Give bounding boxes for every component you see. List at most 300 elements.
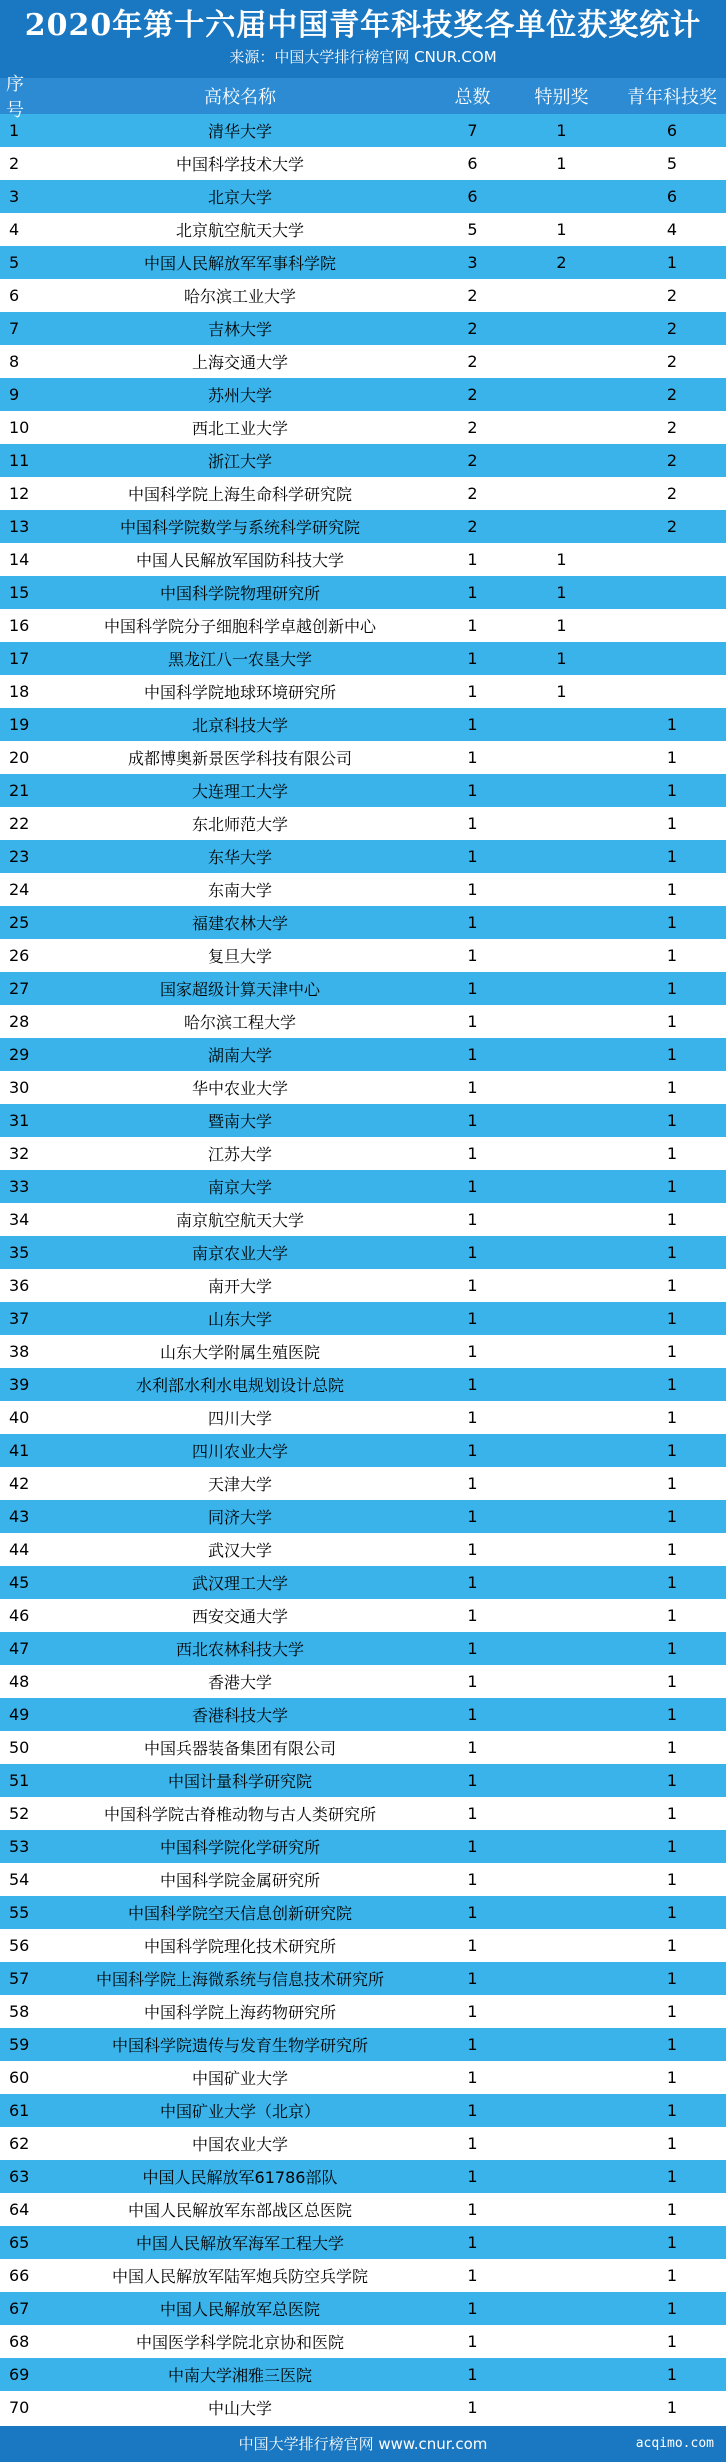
cell-name: 中国人民解放军军事科学院 — [143, 254, 336, 273]
cell-special: 1 — [556, 550, 567, 569]
cell-total: 1 — [467, 1540, 478, 1559]
cell-name: 南京农业大学 — [191, 1244, 288, 1263]
cell-name: 中国矿业大学 — [191, 2069, 288, 2088]
cell-youth: 2 — [666, 385, 678, 404]
cell-index: 46 — [9, 1606, 30, 1625]
cell-total: 1 — [467, 649, 478, 668]
cell-total: 5 — [467, 220, 478, 239]
cell-name: 北京科技大学 — [191, 716, 288, 735]
cell-youth: 2 — [666, 484, 678, 503]
cell-index: 12 — [9, 484, 30, 503]
cell-special: 1 — [556, 682, 567, 701]
cell-index: 44 — [9, 1540, 30, 1559]
cell-name: 复旦大学 — [207, 947, 272, 966]
table-row — [0, 312, 726, 345]
cell-name: 南京大学 — [207, 1178, 272, 1197]
cell-name: 水利部水利水电规划设计总院 — [135, 1376, 344, 1395]
table-row — [0, 1698, 726, 1731]
cell-total: 2 — [467, 352, 478, 371]
cell-special: 1 — [556, 649, 567, 668]
table-row — [0, 180, 726, 213]
col-header-youth: 青年科技奖 — [627, 87, 717, 108]
cell-name: 哈尔滨工业大学 — [183, 287, 296, 306]
cell-youth: 1 — [666, 1375, 678, 1394]
table-row — [0, 609, 726, 642]
table-row — [0, 2391, 726, 2424]
cell-index: 34 — [9, 1210, 30, 1229]
cell-youth: 1 — [666, 1474, 678, 1493]
table-row — [0, 1203, 726, 1236]
table-row — [0, 378, 726, 411]
page-title: 2020年第十六届中国青年科技奖各单位获奖统计 — [24, 8, 702, 43]
cell-index: 50 — [9, 1738, 30, 1757]
cell-index: 16 — [9, 616, 30, 635]
table-row — [0, 2127, 726, 2160]
cell-total: 1 — [467, 1441, 478, 1460]
cell-total: 1 — [467, 715, 478, 734]
table-row — [0, 1995, 726, 2028]
cell-name: 中国兵器装备集团有限公司 — [143, 1739, 336, 1758]
table-row — [0, 708, 726, 741]
cell-name: 北京航空航天大学 — [175, 221, 304, 240]
cell-total: 1 — [467, 1144, 478, 1163]
cell-index: 15 — [9, 583, 30, 602]
cell-total: 1 — [467, 1111, 478, 1130]
cell-total: 1 — [467, 1045, 478, 1064]
cell-index: 42 — [9, 1474, 30, 1493]
table-row — [0, 906, 726, 939]
cell-special: 2 — [556, 253, 567, 272]
cell-index: 65 — [9, 2233, 30, 2252]
table-row — [0, 1929, 726, 1962]
cell-index: 67 — [9, 2299, 30, 2318]
cell-index: 24 — [9, 880, 30, 899]
cell-youth: 1 — [666, 1111, 678, 1130]
cell-index: 39 — [9, 1375, 30, 1394]
cell-youth: 1 — [666, 2035, 678, 2054]
table-row — [0, 1137, 726, 1170]
table-row — [0, 345, 726, 378]
cell-total: 1 — [467, 616, 478, 635]
cell-youth: 1 — [666, 2068, 678, 2087]
cell-youth: 1 — [666, 1309, 678, 1328]
table-row — [0, 213, 726, 246]
table-row — [0, 477, 726, 510]
cell-total: 1 — [467, 1474, 478, 1493]
cell-index: 19 — [9, 715, 30, 734]
cell-special: 1 — [556, 583, 567, 602]
cell-total: 1 — [467, 2200, 478, 2219]
cell-youth: 1 — [666, 1507, 678, 1526]
cell-index: 49 — [9, 1705, 30, 1724]
cell-name: 北京大学 — [207, 188, 272, 207]
table-row — [0, 1170, 726, 1203]
table-row — [0, 1896, 726, 1929]
table-row — [0, 741, 726, 774]
cell-youth: 1 — [666, 1870, 678, 1889]
table-row — [0, 1401, 726, 1434]
cell-name: 香港科技大学 — [191, 1706, 288, 1725]
cell-name: 江苏大学 — [207, 1145, 272, 1164]
cell-index: 47 — [9, 1639, 30, 1658]
cell-index: 68 — [9, 2332, 30, 2351]
cell-youth: 2 — [666, 319, 678, 338]
table-row — [0, 2325, 726, 2358]
table-row — [0, 1533, 726, 1566]
cell-total: 1 — [467, 1342, 478, 1361]
cell-name: 中国人民解放军61786部队 — [142, 2168, 338, 2187]
cell-special: 1 — [556, 121, 567, 140]
cell-youth: 1 — [666, 913, 678, 932]
cell-name: 中国人民解放军海军工程大学 — [135, 2234, 344, 2253]
cell-total: 1 — [467, 1573, 478, 1592]
cell-index: 70 — [9, 2398, 30, 2417]
cell-total: 1 — [467, 1936, 478, 1955]
cell-youth: 1 — [666, 814, 678, 833]
table-row — [0, 1335, 726, 1368]
table-row — [0, 2160, 726, 2193]
cell-total: 2 — [467, 418, 478, 437]
cell-special: 1 — [556, 154, 567, 173]
table-row — [0, 1731, 726, 1764]
cell-index: 27 — [9, 979, 30, 998]
footer-text: 中国大学排行榜官网 www.cnur.com — [238, 2435, 488, 2453]
cell-youth: 2 — [666, 352, 678, 371]
cell-youth: 1 — [666, 1837, 678, 1856]
cell-name: 香港大学 — [207, 1673, 272, 1692]
cell-total: 1 — [467, 2035, 478, 2054]
table-row — [0, 873, 726, 906]
cell-name: 中国医学科学院北京协和医院 — [135, 2333, 344, 2352]
cell-total: 1 — [467, 2002, 478, 2021]
cell-total: 1 — [467, 1672, 478, 1691]
cell-total: 1 — [467, 1705, 478, 1724]
table-row — [0, 1071, 726, 1104]
cell-index: 22 — [9, 814, 30, 833]
cell-index: 10 — [9, 418, 30, 437]
cell-youth: 1 — [666, 2167, 678, 2186]
cell-index: 69 — [9, 2365, 30, 2384]
cell-index: 13 — [9, 517, 30, 536]
cell-name: 南开大学 — [207, 1277, 272, 1296]
cell-youth: 1 — [666, 253, 678, 272]
table-row — [0, 840, 726, 873]
cell-name: 中国科学院遗传与发育生物学研究所 — [111, 2036, 368, 2055]
table-body — [0, 114, 726, 2424]
cell-index: 23 — [9, 847, 30, 866]
cell-name: 中国科学院理化技术研究所 — [143, 1937, 336, 1956]
cell-total: 1 — [467, 880, 478, 899]
cell-total: 1 — [467, 1408, 478, 1427]
cell-special: 1 — [556, 616, 567, 635]
source-note: 来源：中国大学排行榜官网 CNUR.COM — [229, 48, 497, 66]
cell-total: 1 — [467, 781, 478, 800]
cell-name: 中国人民解放军总医院 — [159, 2300, 320, 2319]
cell-name: 武汉理工大学 — [191, 1574, 288, 1593]
table-row — [0, 1632, 726, 1665]
cell-index: 43 — [9, 1507, 30, 1526]
cell-name: 中国人民解放军国防科技大学 — [135, 551, 344, 570]
cell-name: 中国科学院分子细胞科学卓越创新中心 — [103, 617, 376, 636]
cell-index: 30 — [9, 1078, 30, 1097]
cell-index: 38 — [9, 1342, 30, 1361]
cell-name: 天津大学 — [207, 1475, 272, 1494]
cell-index: 35 — [9, 1243, 30, 1262]
cell-index: 14 — [9, 550, 30, 569]
cell-name: 中国科学技术大学 — [175, 155, 304, 174]
cell-index: 11 — [9, 451, 30, 470]
cell-total: 2 — [467, 484, 478, 503]
cell-index: 5 — [9, 253, 20, 272]
cell-name: 成都博奥新景医学科技有限公司 — [127, 749, 352, 768]
col-header-name: 高校名称 — [204, 87, 276, 108]
cell-total: 1 — [467, 1804, 478, 1823]
cell-name: 武汉大学 — [207, 1541, 272, 1560]
cell-youth: 1 — [666, 2398, 678, 2417]
cell-name: 中国科学院地球环境研究所 — [143, 683, 336, 702]
cell-name: 上海交通大学 — [191, 353, 288, 372]
cell-youth: 1 — [666, 2266, 678, 2285]
cell-youth: 5 — [666, 154, 678, 173]
table-row — [0, 1863, 726, 1896]
table-row — [0, 675, 726, 708]
cell-youth: 1 — [666, 1012, 678, 1031]
page-header — [0, 0, 726, 78]
cell-youth: 1 — [666, 2101, 678, 2120]
cell-index: 32 — [9, 1144, 30, 1163]
cell-youth: 1 — [666, 1045, 678, 1064]
table-row — [0, 147, 726, 180]
cell-name: 黑龙江八一农垦大学 — [167, 650, 312, 669]
cell-youth: 1 — [666, 1969, 678, 1988]
cell-name: 湖南大学 — [207, 1046, 272, 1065]
cell-total: 1 — [467, 1837, 478, 1856]
cell-youth: 1 — [666, 1639, 678, 1658]
cell-index: 20 — [9, 748, 30, 767]
cell-index: 33 — [9, 1177, 30, 1196]
cell-youth: 1 — [666, 2134, 678, 2153]
cell-name: 四川农业大学 — [191, 1442, 288, 1461]
cell-total: 1 — [467, 550, 478, 569]
cell-total: 1 — [467, 1309, 478, 1328]
cell-name: 苏州大学 — [207, 386, 272, 405]
table-row — [0, 1764, 726, 1797]
cell-total: 1 — [467, 2332, 478, 2351]
table-row — [0, 2259, 726, 2292]
table-row — [0, 1566, 726, 1599]
cell-total: 1 — [467, 2299, 478, 2318]
cell-index: 25 — [9, 913, 30, 932]
cell-index: 53 — [9, 1837, 30, 1856]
cell-name: 中国科学院空天信息创新研究院 — [127, 1904, 352, 1923]
table-row — [0, 1434, 726, 1467]
cell-youth: 1 — [666, 715, 678, 734]
watermark: acqimo.com — [635, 2436, 714, 2451]
cell-total: 1 — [467, 847, 478, 866]
table-row — [0, 1269, 726, 1302]
cell-youth: 1 — [666, 1804, 678, 1823]
table-row — [0, 642, 726, 675]
cell-index: 58 — [9, 2002, 30, 2021]
cell-name: 西安交通大学 — [191, 1607, 288, 1626]
cell-total: 2 — [467, 517, 478, 536]
table-row — [0, 1665, 726, 1698]
cell-total: 1 — [467, 979, 478, 998]
cell-name: 同济大学 — [207, 1508, 272, 1527]
table-row — [0, 2094, 726, 2127]
cell-total: 1 — [467, 1078, 478, 1097]
cell-youth: 1 — [666, 1672, 678, 1691]
cell-total: 1 — [467, 2233, 478, 2252]
cell-index: 51 — [9, 1771, 30, 1790]
cell-youth: 1 — [666, 1705, 678, 1724]
table-header — [0, 74, 726, 121]
cell-index: 55 — [9, 1903, 30, 1922]
cell-total: 7 — [467, 121, 478, 140]
cell-name: 中国计量科学研究院 — [167, 1772, 312, 1791]
cell-youth: 1 — [666, 1243, 678, 1262]
table-row — [0, 939, 726, 972]
cell-name: 中南大学湘雅三医院 — [167, 2366, 312, 2385]
cell-index: 62 — [9, 2134, 30, 2153]
cell-youth: 1 — [666, 2299, 678, 2318]
cell-youth: 1 — [666, 2365, 678, 2384]
cell-name: 哈尔滨工程大学 — [183, 1013, 296, 1032]
table-row — [0, 1368, 726, 1401]
cell-name: 中国科学院上海微系统与信息技术研究所 — [95, 1970, 384, 1989]
cell-total: 1 — [467, 1639, 478, 1658]
table-row — [0, 114, 726, 147]
table-row — [0, 279, 726, 312]
cell-index: 54 — [9, 1870, 30, 1889]
cell-index: 52 — [9, 1804, 30, 1823]
cell-name: 福建农林大学 — [191, 914, 288, 933]
cell-total: 1 — [467, 946, 478, 965]
cell-total: 1 — [467, 2134, 478, 2153]
cell-name: 中国科学院上海药物研究所 — [143, 2003, 336, 2022]
cell-index: 64 — [9, 2200, 30, 2219]
cell-name: 中国科学院金属研究所 — [159, 1871, 320, 1890]
cell-index: 21 — [9, 781, 30, 800]
cell-index: 9 — [9, 385, 20, 404]
cell-index: 4 — [9, 220, 20, 239]
cell-name: 中国科学院上海生命科学研究院 — [127, 485, 352, 504]
cell-index: 6 — [9, 286, 20, 305]
cell-name: 华中农业大学 — [191, 1079, 288, 1098]
cell-total: 1 — [467, 1969, 478, 1988]
cell-youth: 1 — [666, 1771, 678, 1790]
cell-index: 45 — [9, 1573, 30, 1592]
table-row — [0, 774, 726, 807]
cell-index: 2 — [9, 154, 20, 173]
cell-index: 29 — [9, 1045, 30, 1064]
cell-youth: 1 — [666, 748, 678, 767]
cell-name: 西北农林科技大学 — [175, 1640, 304, 1659]
table-row — [0, 444, 726, 477]
cell-index: 61 — [9, 2101, 30, 2120]
table-row — [0, 1302, 726, 1335]
cell-name: 山东大学附属生殖医院 — [159, 1343, 320, 1362]
table-row — [0, 2028, 726, 2061]
cell-name: 国家超级计算天津中心 — [159, 980, 320, 999]
cell-index: 8 — [9, 352, 20, 371]
cell-youth: 1 — [666, 946, 678, 965]
cell-youth: 1 — [666, 1738, 678, 1757]
cell-total: 1 — [467, 913, 478, 932]
cell-index: 37 — [9, 1309, 30, 1328]
cell-total: 1 — [467, 814, 478, 833]
cell-youth: 1 — [666, 1276, 678, 1295]
cell-total: 1 — [467, 2398, 478, 2417]
cell-youth: 6 — [666, 121, 678, 140]
cell-total: 1 — [467, 2101, 478, 2120]
table-row — [0, 2193, 726, 2226]
cell-total: 1 — [467, 2068, 478, 2087]
cell-name: 山东大学 — [207, 1310, 272, 1329]
cell-total: 1 — [467, 1243, 478, 1262]
col-header-total: 总数 — [454, 87, 491, 108]
table-row — [0, 807, 726, 840]
cell-name: 中国科学院数学与系统科学研究院 — [119, 518, 360, 537]
table-row — [0, 576, 726, 609]
cell-index: 66 — [9, 2266, 30, 2285]
cell-youth: 1 — [666, 781, 678, 800]
cell-total: 1 — [467, 1771, 478, 1790]
cell-index: 63 — [9, 2167, 30, 2186]
cell-index: 17 — [9, 649, 30, 668]
cell-youth: 1 — [666, 1606, 678, 1625]
table-row — [0, 1830, 726, 1863]
cell-youth: 2 — [666, 451, 678, 470]
cell-total: 1 — [467, 2365, 478, 2384]
cell-youth: 6 — [666, 187, 678, 206]
table-row — [0, 1038, 726, 1071]
cell-youth: 1 — [666, 1408, 678, 1427]
cell-name: 中国科学院物理研究所 — [159, 584, 320, 603]
table-row — [0, 1104, 726, 1137]
cell-name: 清华大学 — [207, 122, 272, 141]
cell-youth: 1 — [666, 1441, 678, 1460]
cell-total: 2 — [467, 319, 478, 338]
cell-total: 1 — [467, 1738, 478, 1757]
cell-total: 1 — [467, 1012, 478, 1031]
cell-total: 2 — [467, 385, 478, 404]
cell-youth: 2 — [666, 517, 678, 536]
cell-total: 1 — [467, 1210, 478, 1229]
cell-index: 31 — [9, 1111, 30, 1130]
table-row — [0, 1500, 726, 1533]
cell-total: 1 — [467, 748, 478, 767]
cell-name: 浙江大学 — [207, 452, 272, 471]
cell-name: 中山大学 — [207, 2399, 272, 2418]
cell-name: 东北师范大学 — [191, 815, 288, 834]
cell-youth: 1 — [666, 1573, 678, 1592]
cell-name: 中国矿业大学（北京） — [159, 2102, 320, 2121]
cell-youth: 1 — [666, 1540, 678, 1559]
cell-total: 1 — [467, 1177, 478, 1196]
cell-total: 1 — [467, 1870, 478, 1889]
col-header-index: 序号 — [6, 74, 24, 121]
cell-index: 57 — [9, 1969, 30, 1988]
cell-total: 6 — [467, 154, 478, 173]
cell-index: 28 — [9, 1012, 30, 1031]
page-footer — [0, 2426, 726, 2462]
cell-name: 南京航空航天大学 — [175, 1211, 304, 1230]
table-row — [0, 972, 726, 1005]
cell-index: 1 — [9, 121, 20, 140]
table-row — [0, 2061, 726, 2094]
cell-youth: 2 — [666, 418, 678, 437]
